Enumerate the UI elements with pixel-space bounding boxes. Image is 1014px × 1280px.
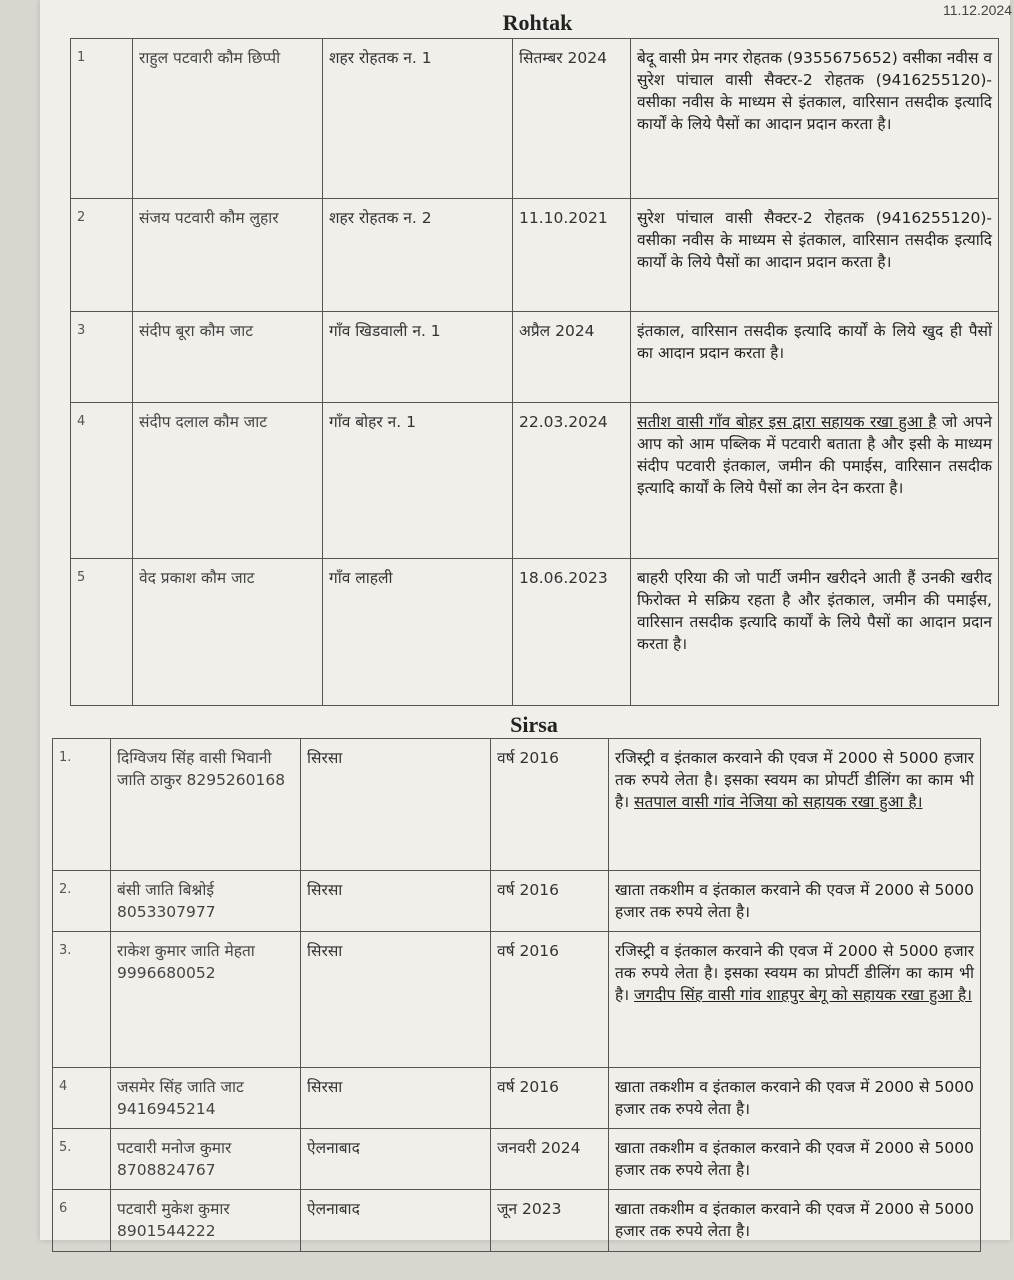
assistant-underlined: जगदीप सिंह वासी गांव शाहपुर बेगू को सहायक रखा हुआ है। xyxy=(634,986,973,1004)
section-title-sirsa: Sirsa xyxy=(510,712,558,737)
patwari-name: संदीप दलाल कौम जाट xyxy=(133,403,323,559)
serial-number: 2. xyxy=(53,871,111,932)
posting-date: 18.06.2023 xyxy=(513,559,631,706)
table-row xyxy=(53,1190,981,1252)
description-rest: जो अपने आप को आम पब्लिक में पटवारी बताता है और इसी के माध्यम संदीप पटवारी इंतकाल, जमीन की पमाईस, वारिसान तसदीक इत्यादि कार्यों के लिये पैसों का लेन देन करता है। xyxy=(637,413,993,497)
description: सुरेश पांचाल वासी सैक्टर-2 रोहतक (9416255120)-वसीका नवीस के माध्यम से इंतकाल, वारिसान तसदीक इत्यादि कार्यों के लिये पैसों का आदान प्रदान करता है। xyxy=(631,199,999,312)
patwari-name: संदीप बूरा कौम जाट xyxy=(133,312,323,403)
section-title-rohtak: Rohtak xyxy=(502,10,573,35)
posting-place: ऐलनाबाद xyxy=(301,1190,491,1252)
patwari-name: राकेश कुमार जाति मेहता 9996680052 xyxy=(111,932,301,1068)
table-row xyxy=(71,312,999,403)
description: इंतकाल, वारिसान तसदीक इत्यादि कार्यों के लिये खुद ही पैसों का आदान प्रदान करता है। xyxy=(631,312,999,403)
posting-date: जनवरी 2024 xyxy=(491,1129,609,1190)
description: खाता तकशीम व इंतकाल करवाने की एवज में 2000 से 5000 हजार तक रुपये लेता है। xyxy=(609,1068,981,1129)
assistant-underlined: सतपाल वासी गांव नेजिया को सहायक रखा हुआ है। xyxy=(634,793,923,811)
table-row xyxy=(53,871,981,932)
posting-date: वर्ष 2016 xyxy=(491,932,609,1068)
serial-number: 5. xyxy=(53,1129,111,1190)
description xyxy=(631,403,999,559)
patwari-name: राहुल पटवारी कौम छिप्पी xyxy=(133,39,323,199)
posting-place: शहर रोहतक न. 1 xyxy=(323,39,513,199)
posting-place: सिरसा xyxy=(301,871,491,932)
serial-number: 4 xyxy=(53,1068,111,1129)
description-text: रजिस्ट्री व इंतकाल करवाने की एवज में 2000 से 5000 हजार तक रुपये लेता है। इसका स्वयम का प्रोपर्टी डीलिंग का काम भी है। xyxy=(615,942,974,1004)
patwari-name: बंसी जाति बिश्नोई 8053307977 xyxy=(111,871,301,932)
posting-date: 22.03.2024 xyxy=(513,403,631,559)
serial-number: 4 xyxy=(71,403,133,559)
posting-place: ऐलनाबाद xyxy=(301,1129,491,1190)
description: खाता तकशीम व इंतकाल करवाने की एवज में 2000 से 5000 हजार तक रुपये लेता है। xyxy=(609,1129,981,1190)
posting-date: वर्ष 2016 xyxy=(491,1068,609,1129)
table-row xyxy=(71,559,999,706)
patwari-name: वेद प्रकाश कौम जाट xyxy=(133,559,323,706)
patwari-name: पटवारी मुकेश कुमार 8901544222 xyxy=(111,1190,301,1252)
posting-place: सिरसा xyxy=(301,739,491,871)
serial-number: 5 xyxy=(71,559,133,706)
posting-date: अप्रैल 2024 xyxy=(513,312,631,403)
posting-place: सिरसा xyxy=(301,932,491,1068)
serial-number: 1. xyxy=(53,739,111,871)
posting-date: सितम्बर 2024 xyxy=(513,39,631,199)
document-date: 11.12.2024 xyxy=(942,2,1012,18)
description xyxy=(609,739,981,871)
description-text: रजिस्ट्री व इंतकाल करवाने की एवज में 2000 से 5000 हजार तक रुपये लेता है। इसका स्वयम का प्रोपर्टी डीलिंग का काम भी है। xyxy=(615,749,974,811)
serial-number: 1 xyxy=(71,39,133,199)
description: बेदू वासी प्रेम नगर रोहतक (9355675652) वसीका नवीस व सुरेश पांचाल वासी सैक्टर-2 रोहतक (9416255120)-वसीका नवीस के माध्यम से इंतकाल, वारिसान तसदीक इत्यादि कार्यों के लिये पैसों का आदान प्रदान करता है। xyxy=(631,39,999,199)
posting-place: गाँव लाहली xyxy=(323,559,513,706)
serial-number: 2 xyxy=(71,199,133,312)
table-row xyxy=(71,403,999,559)
serial-number: 3 xyxy=(71,312,133,403)
table-row xyxy=(71,39,999,199)
description: बाहरी एरिया की जो पार्टी जमीन खरीदने आती हैं उनकी खरीद फिरोक्त मे सक्रिय रहता है और इंतकाल, जमीन की पमाईस, वारिसान तसदीक इत्यादि कार्यों के लिये पैसों का आदान प्रदान करता है। xyxy=(631,559,999,706)
description: खाता तकशीम व इंतकाल करवाने की एवज में 2000 से 5000 हजार तक रुपये लेता है। xyxy=(609,871,981,932)
table-row xyxy=(53,1068,981,1129)
patwari-name: संजय पटवारी कौम लुहार xyxy=(133,199,323,312)
serial-number: 3. xyxy=(53,932,111,1068)
table-row xyxy=(53,1129,981,1190)
patwari-name: जसमेर सिंह जाति जाट 9416945214 xyxy=(111,1068,301,1129)
posting-date: जून 2023 xyxy=(491,1190,609,1252)
posting-place: गाँव बोहर न. 1 xyxy=(323,403,513,559)
posting-date: वर्ष 2016 xyxy=(491,739,609,871)
table-row xyxy=(53,739,981,871)
posting-date: वर्ष 2016 xyxy=(491,871,609,932)
sirsa-table xyxy=(52,738,981,1252)
table-row xyxy=(71,199,999,312)
assistant-underlined: सतीश वासी गाँव बोहर इस द्वारा सहायक रखा हुआ है xyxy=(637,413,937,431)
serial-number: 6 xyxy=(53,1190,111,1252)
table-row xyxy=(53,932,981,1068)
posting-place: सिरसा xyxy=(301,1068,491,1129)
patwari-name: पटवारी मनोज कुमार 8708824767 xyxy=(111,1129,301,1190)
rohtak-table xyxy=(70,38,999,706)
posting-date: 11.10.2021 xyxy=(513,199,631,312)
description xyxy=(609,932,981,1068)
posting-place: शहर रोहतक न. 2 xyxy=(323,199,513,312)
description: खाता तकशीम व इंतकाल करवाने की एवज में 2000 से 5000 हजार तक रुपये लेता है। xyxy=(609,1190,981,1252)
patwari-name: दिग्विजय सिंह वासी भिवानी जाति ठाकुर 8295260168 xyxy=(111,739,301,871)
posting-place: गाँव खिडवाली न. 1 xyxy=(323,312,513,403)
